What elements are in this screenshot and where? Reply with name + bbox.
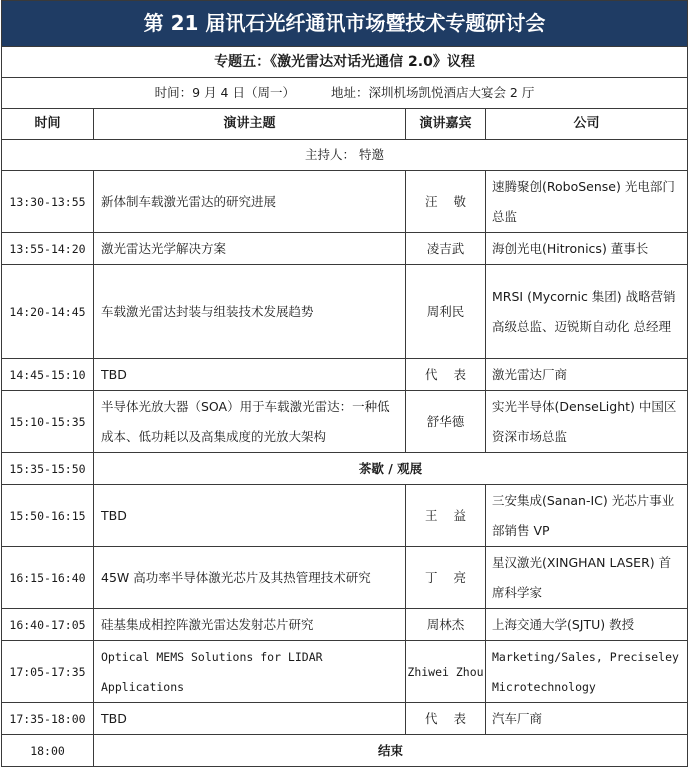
row-company: 实光半导体(DenseLight) 中国区资深市场总监 <box>486 391 688 453</box>
row-company: 上海交通大学(SJTU) 教授 <box>486 609 688 641</box>
host-row <box>2 140 688 171</box>
row-topic: TBD <box>94 359 406 391</box>
row-company: 星汉激光(XINGHAN LASER) 首席科学家 <box>486 547 688 609</box>
header-row <box>2 109 688 140</box>
event-location: 地址：深圳机场凯悦酒店大宴会 2 厅 <box>330 85 535 100</box>
row-time: 15:50-16:15 <box>2 485 94 547</box>
row-topic: 车载激光雷达封装与组装技术发展趋势 <box>94 265 406 359</box>
row-time: 16:40-17:05 <box>2 609 94 641</box>
break-row <box>2 453 688 485</box>
agenda-row <box>2 359 688 391</box>
row-time: 15:10-15:35 <box>2 391 94 453</box>
row-time: 15:35-15:50 <box>2 453 94 485</box>
agenda-row <box>2 171 688 233</box>
header-company: 公司 <box>486 109 688 140</box>
event-time: 时间：9 月 4 日（周一） <box>154 85 295 100</box>
row-time: 17:05-17:35 <box>2 641 94 703</box>
row-topic: 半导体光放大器（SOA）用于车载激光雷达：一种低成本、低功耗以及高集成度的光放大架构 <box>94 391 406 453</box>
row-time: 17:35-18:00 <box>2 703 94 735</box>
session-subtitle: 专题五：《激光雷达对话光通信 2.0》议程 <box>2 47 688 78</box>
row-speaker: 凌吉武 <box>406 233 486 265</box>
agenda-table <box>1 0 688 767</box>
end-row <box>2 735 688 767</box>
event-info <box>2 78 688 109</box>
agenda-row <box>2 609 688 641</box>
row-topic: TBD <box>94 485 406 547</box>
agenda-row <box>2 547 688 609</box>
row-topic: Optical MEMS Solutions for LIDAR Applications <box>94 641 406 703</box>
row-speaker: 代 表 <box>406 703 486 735</box>
row-speaker: 丁 亮 <box>406 547 486 609</box>
row-speaker: 周林杰 <box>406 609 486 641</box>
title-row <box>2 1 688 47</box>
row-speaker: Zhiwei Zhou <box>406 641 486 703</box>
host-label: 主持人： 特邀 <box>2 140 688 171</box>
subtitle-row <box>2 47 688 78</box>
row-time: 14:45-15:10 <box>2 359 94 391</box>
row-company: Marketing/Sales, Preciseley Microtechnology <box>486 641 688 703</box>
row-speaker: 王 益 <box>406 485 486 547</box>
row-topic: 新体制车载激光雷达的研究进展 <box>94 171 406 233</box>
row-company: 三安集成(Sanan-IC) 光芯片事业部销售 VP <box>486 485 688 547</box>
row-topic: TBD <box>94 703 406 735</box>
agenda-row <box>2 485 688 547</box>
agenda-row <box>2 265 688 359</box>
row-speaker: 舒华德 <box>406 391 486 453</box>
header-topic: 演讲主题 <box>94 109 406 140</box>
row-time: 13:55-14:20 <box>2 233 94 265</box>
row-company: 速腾聚创(RoboSense) 光电部门总监 <box>486 171 688 233</box>
row-time: 14:20-14:45 <box>2 265 94 359</box>
row-time: 18:00 <box>2 735 94 767</box>
row-topic: 45W 高功率半导体激光芯片及其热管理技术研究 <box>94 547 406 609</box>
agenda-row <box>2 641 688 703</box>
info-row <box>2 78 688 109</box>
row-speaker: 汪 敬 <box>406 171 486 233</box>
row-company: 汽车厂商 <box>486 703 688 735</box>
agenda-row <box>2 391 688 453</box>
row-topic: 硅基集成相控阵激光雷达发射芯片研究 <box>94 609 406 641</box>
row-company: MRSI (Mycornic 集团) 战略营销高级总监、迈锐斯自动化 总经理 <box>486 265 688 359</box>
row-topic: 激光雷达光学解决方案 <box>94 233 406 265</box>
row-company: 激光雷达厂商 <box>486 359 688 391</box>
header-speaker: 演讲嘉宾 <box>406 109 486 140</box>
break-label: 茶歇 / 观展 <box>94 453 688 485</box>
header-time: 时间 <box>2 109 94 140</box>
row-time: 16:15-16:40 <box>2 547 94 609</box>
row-company: 海创光电(Hitronics) 董事长 <box>486 233 688 265</box>
end-label: 结束 <box>94 735 688 767</box>
row-time: 13:30-13:55 <box>2 171 94 233</box>
agenda-row <box>2 703 688 735</box>
row-speaker: 周利民 <box>406 265 486 359</box>
page-title: 第 21 届讯石光纤通讯市场暨技术专题研讨会 <box>2 1 688 47</box>
row-speaker: 代 表 <box>406 359 486 391</box>
agenda-row <box>2 233 688 265</box>
